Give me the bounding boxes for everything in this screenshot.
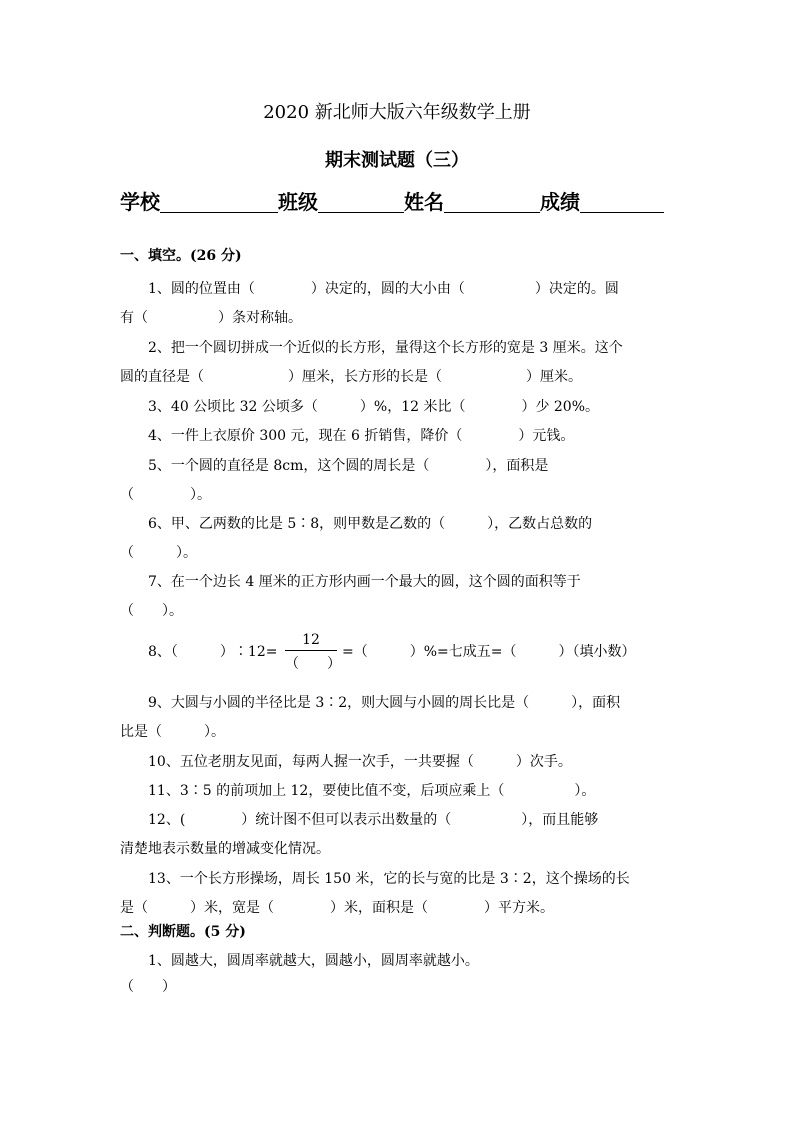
school-label: 学校 bbox=[120, 190, 160, 214]
question-line: 清楚地表示数量的增减变化情况。 bbox=[120, 841, 330, 857]
class-blank[interactable] bbox=[318, 190, 404, 213]
question-line: 1、圆越大，圆周率就越大，圆越小，圆周率就越小。 bbox=[148, 953, 479, 969]
section-1-heading: 一、填空。(26 分) bbox=[120, 248, 242, 264]
question-line: 圆的直径是（ ）厘米，长方形的长是（ ）厘米。 bbox=[120, 369, 582, 385]
question-line: 5、一个圆的直径是 8cm，这个圆的周长是（ ），面积是 bbox=[148, 458, 549, 474]
answer-parentheses: （ ） bbox=[120, 979, 176, 995]
student-info-row bbox=[120, 186, 676, 215]
page-subtitle: 期末测试题（三） bbox=[325, 150, 469, 171]
question-line: 12、( ）统计图不但可以表示出数量的（ ），而且能够 bbox=[148, 812, 599, 828]
question-line: 7、在一个边长 4 厘米的正方形内画一个最大的圆，这个圆的面积等于 bbox=[148, 574, 581, 590]
name-blank[interactable] bbox=[444, 190, 540, 213]
question-line: 3、40 公顷比 32 公顷多（ ）%，12 米比（ ）少 20%。 bbox=[148, 399, 600, 415]
question-line: （ ）。 bbox=[120, 603, 183, 619]
fraction-denominator: （ ） bbox=[285, 656, 341, 672]
score-blank[interactable] bbox=[580, 190, 664, 213]
question-line: 2、把一个圆切拼成一个近似的长方形，量得这个长方形的宽是 3 厘米。这个 bbox=[148, 340, 623, 356]
section-2-heading: 二、判断题。(5 分) bbox=[120, 924, 246, 940]
page-title: 2020 新北师大版六年级数学上册 bbox=[263, 102, 531, 123]
fraction-numerator: 12 bbox=[302, 632, 320, 648]
question-line: （ ）。 bbox=[120, 545, 197, 561]
question-line: 8、（ ）∶12= bbox=[148, 644, 278, 660]
question-line: 10、五位老朋友见面，每两人握一次手，一共要握（ ）次手。 bbox=[148, 754, 572, 770]
class-label: 班级 bbox=[278, 190, 318, 214]
question-line: =（ ）%=七成五=（ ）（填小数） bbox=[342, 644, 636, 660]
score-label: 成绩 bbox=[540, 190, 580, 214]
question-line: 4、一件上衣原价 300 元，现在 6 折销售，降价（ ）元钱。 bbox=[148, 428, 575, 444]
name-label: 姓名 bbox=[404, 190, 444, 214]
question-line: 9、大圆与小圆的半径比是 3∶2，则大圆与小圆的周长比是（ ），面积 bbox=[148, 695, 621, 711]
fraction bbox=[285, 632, 341, 673]
question-line: 6、甲、乙两数的比是 5∶8，则甲数是乙数的（ ），乙数占总数的 bbox=[148, 516, 593, 532]
question-line: 13、一个长方形操场，周长 150 米，它的长与宽的比是 3∶2，这个操场的长 bbox=[148, 871, 630, 887]
fraction-bar bbox=[285, 650, 337, 651]
question-line: （ ）。 bbox=[120, 487, 211, 503]
question-line: 有（ ）条对称轴。 bbox=[120, 310, 302, 326]
question-line: 比是（ ）。 bbox=[120, 724, 225, 740]
school-blank[interactable] bbox=[160, 190, 278, 213]
question-line: 11、3∶5 的前项加上 12，要使比值不变，后项应乘上（ ）。 bbox=[148, 783, 596, 799]
question-line: 是（ ）米，宽是（ ）米，面积是（ ）平方米。 bbox=[120, 900, 554, 916]
question-line: 1、圆的位置由（ ）决定的，圆的大小由（ ）决定的。圆 bbox=[148, 281, 619, 297]
